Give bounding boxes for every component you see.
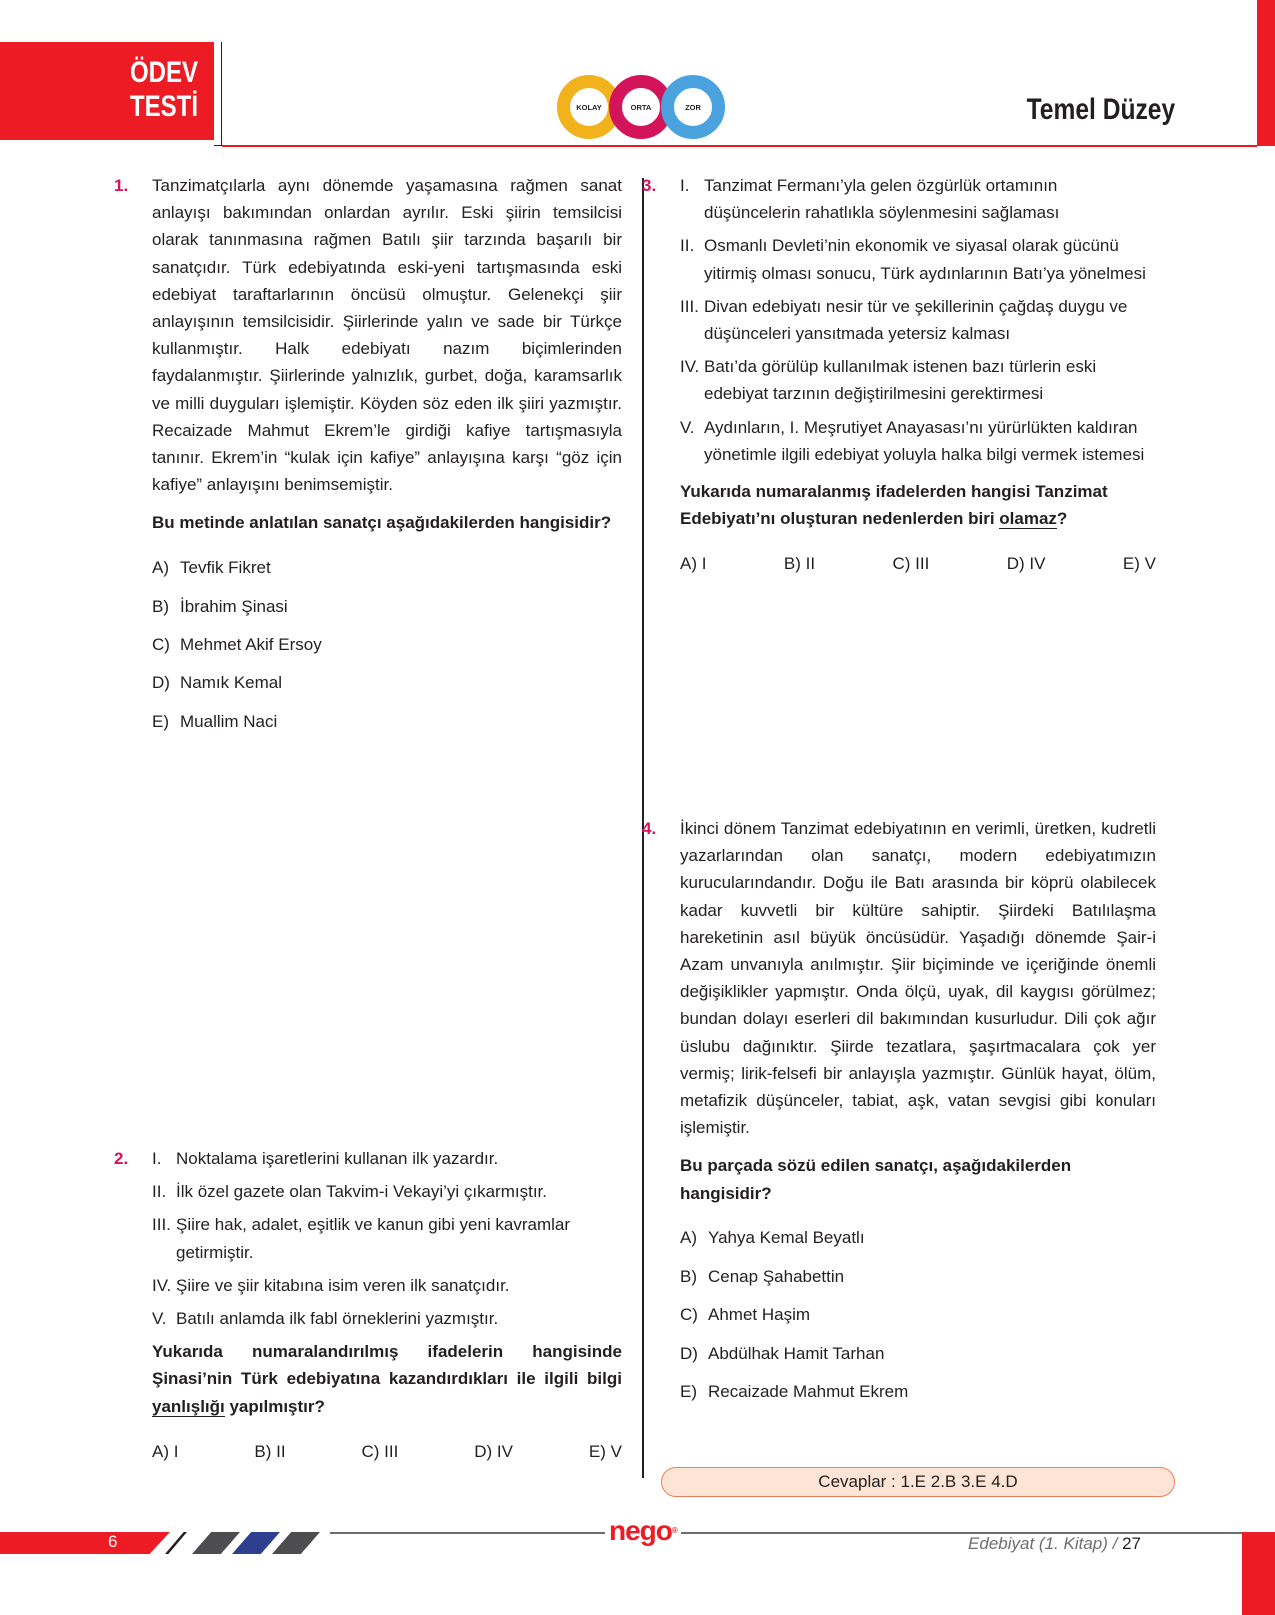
answer-key-box: Cevaplar : 1.E 2.B 3.E 4.D [661, 1467, 1175, 1497]
statement-ii: II. Osmanlı Devleti’nin ekonomik ve siyasal olarak gücünü yitirmiş olması sonucu, Türk aydınlarının Batı’ya yönelmesi [680, 236, 1146, 283]
difficulty-orta-ring: ORTA [609, 75, 673, 139]
option-d[interactable]: D) Abdülhak Hamit Tarhan [680, 1343, 885, 1363]
footer-stripe [232, 1532, 280, 1554]
book-title-footer: Edebiyat (1. Kitap) / 27 [968, 1534, 1141, 1553]
statement-iv: IV. Şiire ve şiir kitabına isim veren ilk sanatçıdır. [152, 1275, 510, 1295]
question-text: Tanzimatçılarla aynı dönemde yaşamasına rağmen sanat anlayışı bakımından onlardan ayrılır. Eski şiirin temsilcisi olarak tanınmasına rağmen Batılı şiir tarzında başarılı bir sanatçıdır. Türk edebiyatında eski-yeni tartışmasında eski edebiyat taraftarlarının öncüsü olmuştur. Gelenekçi şiir anlayışının temsilcisidir. Şiirlerinde yalın ve sade bir Türkçe kullanmıştır. Halk edebiyatı nazım biçimlerinden faydalanmıştır. Şiirlerinde yalnızlık, gurbet, doğa, karamsarlık ve milli duyguları işlemiştir. Köyden söz eden ilk şiiri yazmıştır. Recaizade Mahmut Ekrem’le girdiği kafiye tartışmasıyla tanınır. Ekrem’in “kulak için kafiye” anlayışına karşı “göz için kafiye” anlayışını benimsemiştir. [152, 176, 622, 495]
option-a[interactable]: A) I [152, 1441, 179, 1461]
test-label-line2: TESTİ [129, 90, 198, 123]
statement-v: V. Aydınların, I. Meşrutiyet Anayasası’nı yürürlükten kaldıran yönetimle ilgili edebiyat yoluyla halka bilgi vermek istemesi [680, 417, 1145, 464]
option-e[interactable]: E) Recaizade Mahmut Ekrem [680, 1382, 909, 1401]
header-rule [222, 145, 1257, 147]
statement-ii: II. İlk özel gazete olan Takvim-i Vekayi’yi çıkarmıştır. [152, 1182, 547, 1202]
option-e[interactable]: E) V [1122, 554, 1156, 574]
question-prompt: Yukarıda numaralandırılmış ifadelerin hangisinde Şinasi’nin Türk edebiyatına kazandırdıkları ile ilgili bilgi yanlışlığı yapılmıştır? [152, 1342, 622, 1416]
emphasis-underline: olamaz [999, 509, 1057, 529]
answer-options [152, 1438, 622, 1465]
question-2 [114, 1145, 622, 1465]
option-c[interactable]: C) III [892, 554, 930, 574]
option-a[interactable]: A) I [680, 554, 707, 574]
option-a[interactable]: A) Yahya Kemal Beyatlı [680, 1228, 865, 1248]
footer-corner-bar [1242, 1532, 1275, 1615]
question-number: 1. [114, 176, 129, 195]
question-prompt: Bu parçada sözü edilen sanatçı, aşağıdakilerden hangisidir? [680, 1156, 1072, 1203]
question-1 [114, 172, 622, 741]
option-b[interactable]: B) İbrahim Şinasi [152, 596, 288, 616]
footer-stripe [165, 1532, 187, 1554]
option-d[interactable]: D) IV [1006, 554, 1046, 574]
left-page-number: 6 [108, 1532, 118, 1551]
emphasis-underline: yanlışlığı [152, 1396, 225, 1416]
header-corner-bar [1257, 0, 1275, 146]
answer-options [680, 1219, 1156, 1411]
option-c[interactable]: C) Ahmet Haşim [680, 1305, 811, 1325]
option-e[interactable]: E) Muallim Naci [152, 711, 278, 731]
footer-stripe [272, 1532, 320, 1554]
option-e[interactable]: E) V [588, 1441, 622, 1461]
answer-options [152, 549, 622, 741]
question-number: 3. [642, 176, 657, 195]
option-b[interactable]: B) II [783, 554, 816, 574]
statement-i: I. Noktalama işaretlerini kullanan ilk yazardır. [152, 1149, 499, 1168]
difficulty-zor-ring: ZOR [661, 75, 725, 139]
header-frame [214, 42, 222, 146]
footer-red-bar [0, 1532, 170, 1554]
option-d[interactable]: D) Namık Kemal [152, 673, 283, 693]
difficulty-indicator [557, 75, 727, 145]
statement-iii: III. Divan edebiyatı nesir tür ve şekillerinin çağdaş duygu ve düşünceleri yansıtmada yetersiz kalması [680, 296, 1128, 344]
question-text: İkinci dönem Tanzimat edebiyatının en verimli, üretken, kudretli yazarlarından olan sanatçı, modern edebiyatımızın kurucularındandır. Doğu ile Batı arasında bir köprü olabilecek kadar kuvvetli bir kültüre sahiptir. Şiirdeki Batılılaşma hareketinin asıl büyük öncüsüdür. Yaşadığı dönemde Şair-i Azam unvanıyla anılmıştır. Şiir biçiminde ve içeriğinde önemli değişiklikler yapmıştır. Onda ölçü, uyak, dil kaygısı görülmez; bundan dolayı eserleri dil bakımından kusurludur. Dili çok ağır üslubu dağınıktır. Şiirde tezatlara, şaşırtmacalara çok yer vermiş; lirik-felsefi bir anlayışla yazmıştır. Günlük hayat, ölüm, metafizik düşünceler, tabiat, aşk, vatan sevgisi gibi konuları işlemiştir. [680, 819, 1156, 1138]
option-b[interactable]: B) II [254, 1441, 286, 1461]
publisher-logo: nego® [605, 1516, 681, 1546]
right-page-number: 27 [1122, 1534, 1141, 1553]
question-prompt: Bu metinde anlatılan sanatçı aşağıdakilerden hangisidir? [152, 513, 612, 533]
statement-v: V. Batılı anlamda ilk fabl örneklerini yazmıştır. [152, 1309, 499, 1329]
question-4 [642, 815, 1156, 1411]
test-label-line1: ÖDEV [129, 56, 198, 89]
question-prompt: Yukarıda numaralanmış ifadelerden hangisi Tanzimat Edebiyatı’nı oluşturan nedenlerden biri olamaz? [680, 482, 1108, 529]
statement-iii: III. Şiire hak, adalet, eşitlik ve kanun gibi yeni kavramlar getirmiştir. [152, 1215, 571, 1262]
registered-icon: ® [671, 1526, 677, 1535]
statement-i: I. Tanzimat Fermanı’yla gelen özgürlük ortamının düşüncelerin rahatlıkla söylenmesini sağlaması [680, 176, 1060, 223]
statement-iv: IV. Batı’da görülüp kullanılmak istenen bazı türlerin eski edebiyat tarzının değiştirilmesini gerektirmesi [680, 357, 1097, 404]
level-title: Temel Düzey [1026, 93, 1175, 126]
test-type-banner [0, 42, 214, 140]
question-3 [642, 172, 1156, 578]
option-b[interactable]: B) Cenap Şahabettin [680, 1266, 845, 1286]
question-number: 4. [642, 819, 657, 838]
answer-options [680, 550, 1156, 577]
footer-stripe [192, 1532, 240, 1554]
question-number: 2. [114, 1149, 129, 1168]
option-d[interactable]: D) IV [474, 1441, 513, 1461]
option-c[interactable]: C) Mehmet Akif Ersoy [152, 635, 322, 655]
option-a[interactable]: A) Tevfik Fikret [152, 558, 271, 578]
option-c[interactable]: C) III [361, 1441, 399, 1461]
difficulty-kolay-ring: KOLAY [557, 75, 621, 139]
